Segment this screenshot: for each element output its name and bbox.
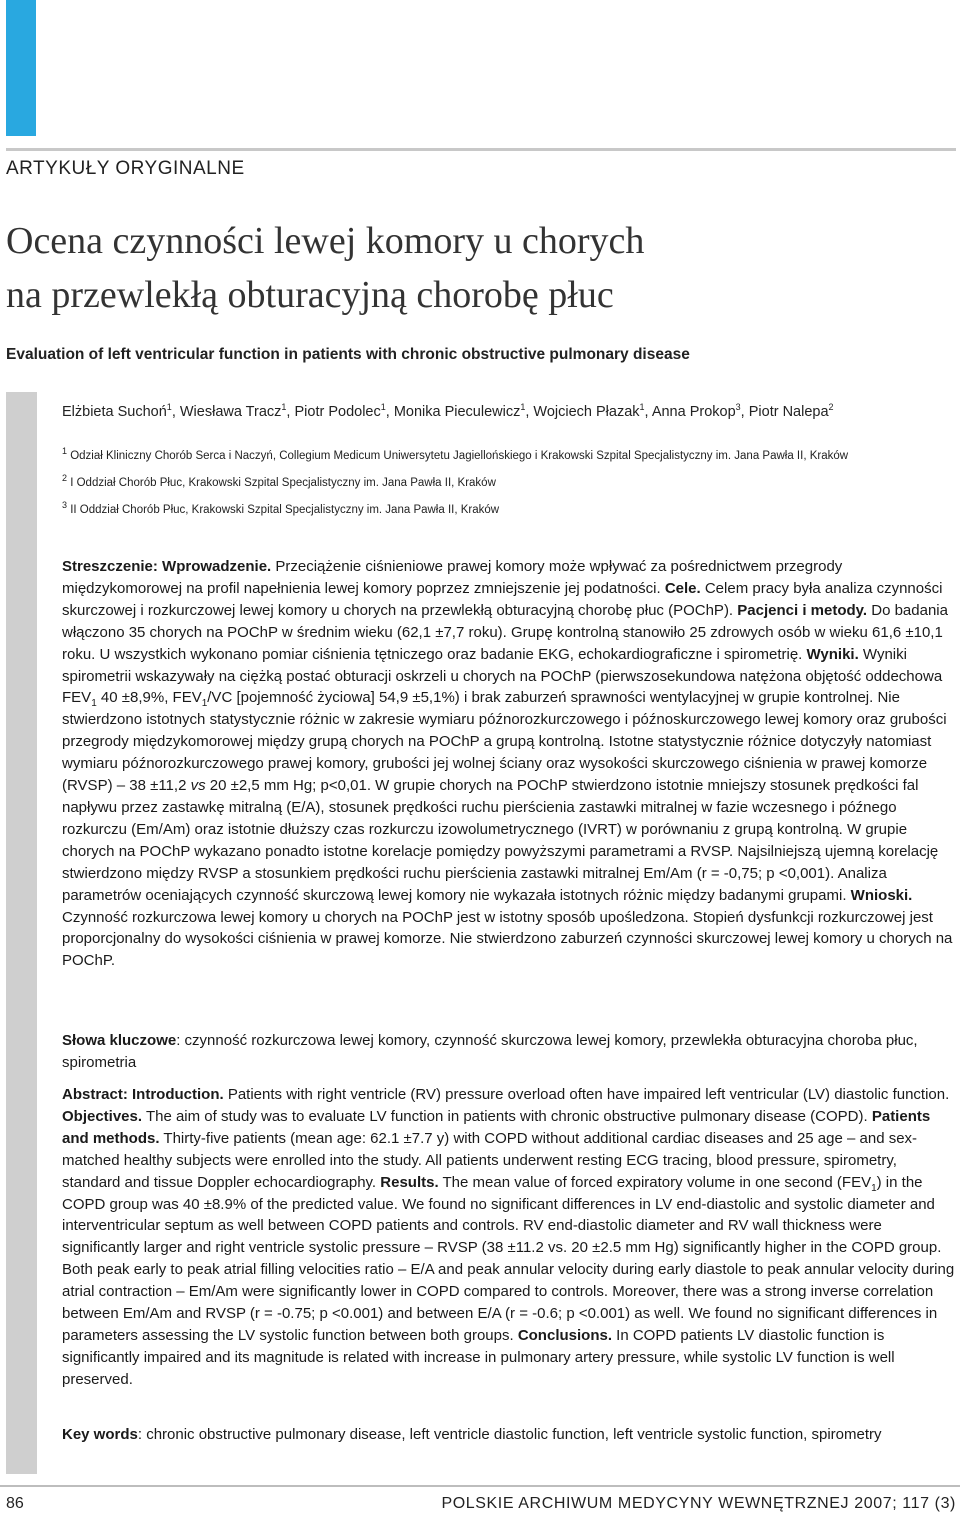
abstract-text: Celem pracy była analiza czynności skurczowej i rozkurczowej lewej komory u chorych na przewlekłą obturacyjną chorobę płuc (POChP). [62,579,943,619]
abstract-heading: Pacjenci i metody. [737,601,868,619]
keywords-english [62,1424,958,1446]
abstract-text: 40 ±8,9%, FEV [96,689,202,707]
author-list [62,400,942,425]
author-name: Wiesława Tracz [179,404,282,420]
abstract-text: Patients with right ventricle (RV) pressure overload often have impaired left ventricular (LV) diastolic function. [223,1086,950,1103]
title-line: Ocena czynności lewej komory u chorych [6,220,645,262]
author-separator: , [286,404,295,420]
author-name: Elżbieta Suchoń [62,404,167,420]
abstract-polish [62,556,958,972]
abstract-text: vs [190,777,206,795]
journal-reference: POLSKIE ARCHIWUM MEDYCYNY WEWNĘTRZNEJ 2007; 117 (3) [441,1495,956,1512]
article-title [6,214,946,322]
affiliation [62,502,957,518]
author-separator: , [525,404,534,420]
affiliation-marker: 1 [639,402,645,413]
affiliation-number: 2 [62,473,68,484]
abstract-text: /VC [pojemność życiowa] 54,9 ±5,1%) i brak zaburzeń sprawności wentylacyjnej w grupie kontrolnej. Nie stwierdzono istotnych statystycznie różnic w zakresie wymiaru późnorozkurczowego i późnoskurczowego lewej komory oraz grubości przegrody międzykomorowej między grupą chorych na POChP a grupą kontrolną. Istotne statystycznie różnice dotyczyły natomiast wymiaru późnorozkurczowego prawej komory, grubości jej wolnej ściany oraz wysokości skurczowego ciśnienia w prawej komorze (RVSP) – 38 ±11,2 [62,689,947,795]
page-number: 86 [6,1495,24,1512]
keywords-polish [62,1030,958,1074]
affiliation-text: Odział Kliniczny Chorób Serca i Naczyń, Collegium Medicum Uniwersytetu Jagiellońskiego i Krakowski Szpital Specjalistyczny im. Jana Pawła II, Kraków [70,450,849,462]
abstract-text: Thirty-five patients (mean age: 62.1 ±7.7 y) with COPD without additional cardiac diseases and 25 age – and sex-matched healthy subjects were enrolled into the study. All patients underwent resting ECG tracing, blood pressure, spirometry, standard and tissue Doppler echocardiography. [62,1129,918,1191]
abstract-heading: Cele. [664,579,701,597]
keywords-text: : czynność rozkurczowa lewej komory, czynność skurczowa lewej komory, przewlekła obturacyjna choroba płuc, spirometria [62,1032,918,1071]
abstract-heading: Streszczenie: Wprowadzenie. [62,558,272,575]
affiliation-marker: 1 [281,402,287,413]
keywords-label: Słowa kluczowe [62,1032,177,1049]
author-separator: , [171,404,180,420]
affiliation-marker: 2 [828,402,834,413]
abstract-text: 20 ±2,5 mm Hg; p<0,01. W grupie chorych na POChP stwierdzono istotnie mniejszy stosunek prędkości fal napływu przez zastawkę mitralną (E/A), stosunek prędkości ruchu pierścienia zastawki mitralnej w fazie wczesnego i późnego rozkurczu (Em/Am) oraz istotnie dłuższy czas rozkurczu izowolumetrycznego (IVRT) w porównaniu z grupą kontrolną. W grupie chorych na POChP wykazano ponadto istotne korelacje pomiędzy powyższymi parametrami a RVSP. Najsilniejszą ujemną korelację stwierdzono między RVSP a stosunkiem prędkości ruchu pierścienia zastawki mitralnej Em/Am (r = -0,75; p <0,001). Analiza parametrów oceniających czynność skurczową lewej komory nie wykazała istotnych różnic między badanymi grupami. [62,777,939,904]
author-name: Piotr Nalepa [748,404,829,420]
abstract-text: The mean value of forced expiratory volume in one second (FEV [438,1173,872,1191]
abstract-heading: Wyniki. [806,645,859,663]
affiliation [62,448,957,464]
affiliation-number: 3 [62,500,68,511]
abstract-heading: Wnioski. [850,886,913,904]
abstract-text: The aim of study was to evaluate LV function in patients with chronic obstructive pulmonary disease (COPD). [142,1107,872,1125]
header-divider [6,148,956,151]
affiliation [62,475,957,491]
affiliation-list [62,448,957,529]
author-name: Anna Prokop [651,404,736,420]
abstract-text: Wyniki spirometrii wskazywały na ciężką postać obturacji oskrzeli u chorych na POChP (pierwszosekundowa natężona objętość oddechowa FEV [62,645,943,707]
abstract-text: ) in the COPD group was 40 ±8.9% of the predicted value. We found no significant differences in LV end-diastolic and systolic diameter and interventricular septum as well between COPD patients and controls. RV end-diastolic diameter and RV wall thickness were significantly larger and right ventricle systolic pressure – RVSP (38 ±11.2 vs. 20 ±2.5 mm Hg) significantly higher in the COPD group. Both peak early to peak atrial filling velocities ratio – E/A and peak annular velocity during early diastole to peak annular velocity during atrial contraction – Em/Am were significantly lower in COPD compared to controls. Moreover, there was a strong inverse correlation between Em/Am and RVSP (r = -0.75; p <0.001) and between E/A (r = -0.6; p <0.001) as well. We found no significant differences in parameters assessing the LV systolic function between both groups. [62,1173,955,1344]
author-name: Piotr Podolec [294,404,381,420]
abstract-text: Do badania włączono 35 chorych na POChP w średnim wieku (62,1 ±7,7 roku). Grupę kontrolną stanowiło 25 zdrowych osób w wieku 61,6 ±10,1 roku. U wszystkich wykonano pomiar ciśnienia tętniczego oraz badanie EKG, echokardiograficzne i spirometrię. [62,601,948,663]
abstract-text: In COPD patients LV diastolic function is significantly impaired and its magnitude is related with increase in pulmonary artery pressure, while systolic LV function is well preserved. [62,1326,895,1388]
author-separator: , [644,404,652,420]
author-separator: , [385,404,394,420]
author-separator: , [740,404,749,420]
abstract-text: 1 [871,1182,877,1194]
abstract-text: Czynność rozkurczowa lewej komory u chorych na POChP jest w istotny sposób upośledzona. Stopień dysfunkcji rozkurczowej jest proporcjonalny do wysokości ciśnienia w prawej komorze. Nie stwierdzono zaburzeń czynności skurczowej lewej komory u chorych na POChP. [62,908,953,970]
affiliation-marker: 3 [735,402,741,413]
author-name: Wojciech Płazak [533,404,640,420]
abstract-text: 1 [91,698,97,710]
abstract-text: 1 [201,698,208,710]
affiliation-marker: 1 [380,402,386,413]
keywords-label: Key words [62,1426,138,1443]
affiliation-marker: 1 [166,402,172,413]
footer-divider [0,1485,960,1487]
margin-bar [6,392,37,1474]
abstract-heading: Abstract: Introduction. [62,1086,224,1103]
english-title: Evaluation of left ventricular function in patients with chronic obstructive pulmonary disease [6,346,690,363]
keywords-text: : chronic obstructive pulmonary disease, left ventricle diastolic function, left ventricle systolic function, spirometry [137,1426,882,1443]
accent-bar [6,0,36,136]
affiliation-text: II Oddział Chorób Płuc, Krakowski Szpital Specjalistyczny im. Jana Pawła II, Kraków [70,504,500,516]
affiliation-number: 1 [62,446,68,457]
author-name: Monika Pieculewicz [393,404,521,420]
abstract-heading: Patients and methods. [62,1107,931,1147]
section-label: ARTYKUŁY ORYGINALNE [6,158,245,179]
abstract-heading: Objectives. [62,1107,143,1125]
abstract-heading: Conclusions. [517,1326,612,1344]
affiliation-marker: 1 [520,402,526,413]
title-line: na przewlekłą obturacyjną chorobę płuc [6,274,614,316]
affiliation-text: I Oddział Chorób Płuc, Krakowski Szpital Specjalistyczny im. Jana Pawła II, Kraków [70,477,496,489]
abstract-text: Przeciążenie ciśnieniowe prawej komory może wpływać za pośrednictwem przegrody międzykomorowej na profil napełnienia lewej komory poprzez zmniejszenie jej podatności. [62,558,843,597]
abstract-english [62,1084,958,1391]
abstract-heading: Results. [380,1173,439,1191]
